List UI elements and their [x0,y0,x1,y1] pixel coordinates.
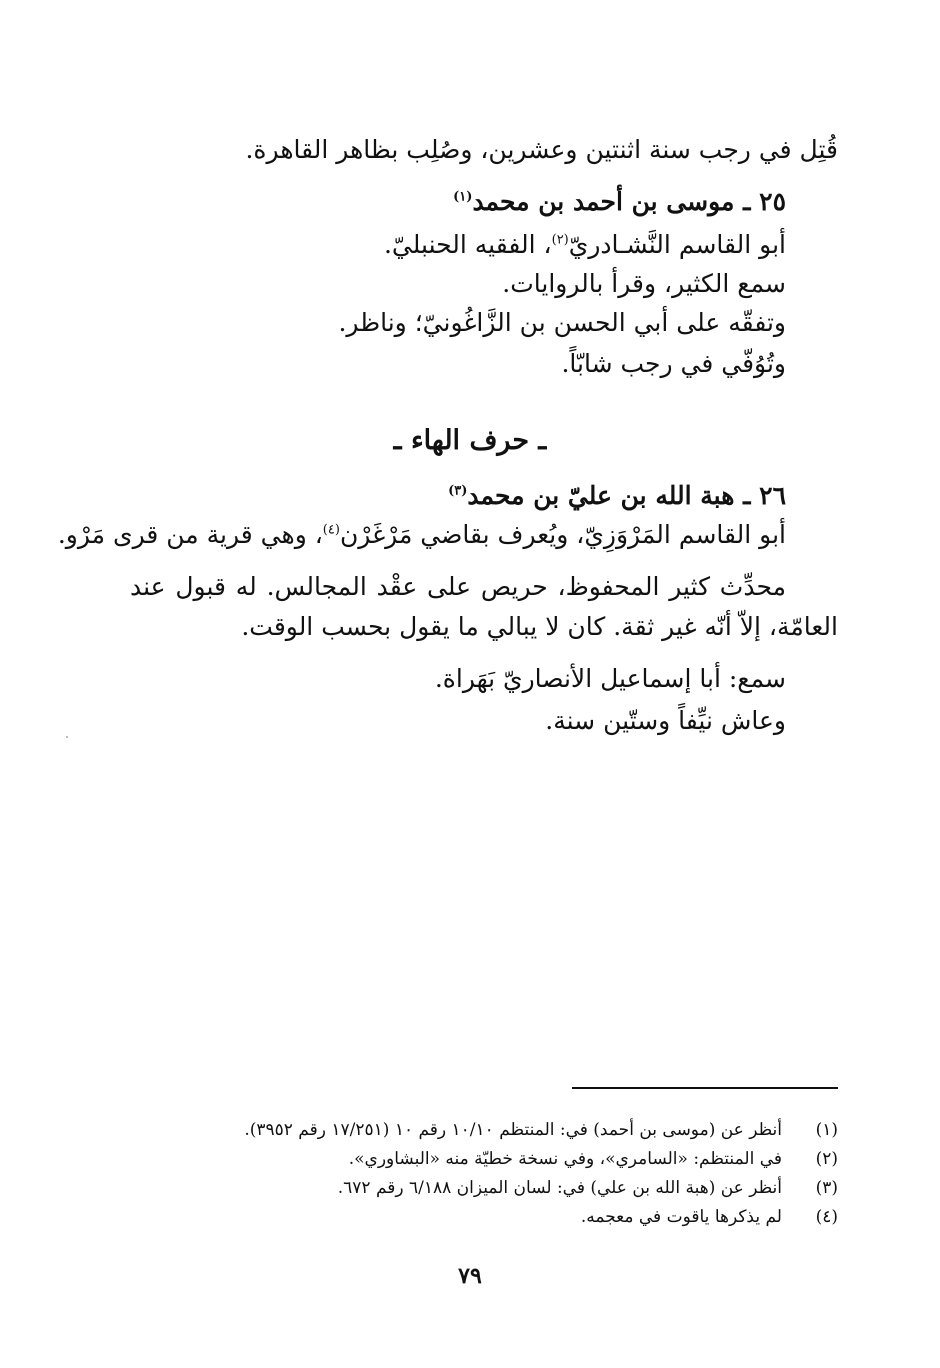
footnote-ref-1: (١) [453,189,473,205]
footnote-1 [0,1118,940,1144]
entry-26-line-4: سمع: أبا إسماعيل الأنصاريّ بَهَراة. [434,664,786,693]
entry-25-line-1-b: ، الفقيه الحنبليّ. [383,230,552,259]
footnote-3 [0,1176,940,1202]
section-title: ـ حرف الهاء ـ [393,425,547,456]
footnote-rule [572,1087,838,1089]
entry-25-line-3: وتفقّه على أبي الحسن بن الزَّاغُونيّ؛ وناظر. [338,308,786,337]
footnote-1-number: (١) [815,1120,838,1140]
entry-25-heading [453,185,786,219]
footnote-2-text: في المنتظم: «السامري»، وفي نسخة خطيّة منه «البشاوري». [348,1149,782,1169]
entry-25-line-1 [384,228,786,262]
entry-25-line-2: سمع الكثير، وقرأ بالروايات. [502,269,786,298]
entry-26-line-3: العامّة، إلاّ أنّه غير ثقة. كان لا يبالي ما يقول بحسب الوقت. [241,612,838,641]
footnote-2-number: (٢) [815,1149,838,1169]
page-number: ٧٩ [458,1263,482,1289]
footnote-ref-4: (٤) [322,522,340,538]
body-line-1: قُتِل في رجب سنة اثنتين وعشرين، وصُلِب بظاهر القاهرة. [245,135,838,164]
scan-speck [66,736,68,738]
footnote-ref-2: (٢) [551,232,569,248]
footnote-2 [0,1147,940,1173]
entry-25-line-4: وتُوُفّي في رجب شابّاً. [561,349,786,378]
entry-26-line-5: وعاش نيِّفاً وستّين سنة. [545,706,786,735]
footnote-3-number: (٣) [815,1178,838,1198]
footnote-ref-3: (٣) [448,483,468,499]
entry-26-line-1-a: أبو القاسم المَرْوَزِيّ، ويُعرف بقاضي مَرْغَرْن [339,520,786,549]
entry-26-heading-text: ٢٦ ـ هبة الله بن عليّ بن محمد [467,481,786,510]
entry-26-heading [448,479,786,513]
entry-26-line-2: محدِّث كثير المحفوظ، حريص على عقْد المجالس. له قبول عند [130,572,786,601]
footnote-4 [0,1205,940,1231]
entry-25-line-1-a: أبو القاسم النَّشـادريّ [568,230,786,259]
entry-25-heading-text: ٢٥ ـ موسى بن أحمد بن محمد [472,187,786,216]
entry-26-line-1-b: ، وهي قرية من قرى مَرْو. [57,520,323,549]
footnote-3-text: أنظر عن (هبة الله بن علي) في: لسان الميزان ٦/١٨٨ رقم ٦٧٢. [337,1178,782,1198]
entry-26-line-1 [58,518,786,552]
footnote-1-text: أنظر عن (موسى بن أحمد) في: المنتظم ١٠/١٠ رقم ١٠ (١٧/٢٥١ رقم ٣٩٥٢). [244,1120,782,1140]
footnote-4-number: (٤) [815,1207,838,1227]
footnote-4-text: لم يذكرها ياقوت في معجمه. [580,1207,782,1227]
